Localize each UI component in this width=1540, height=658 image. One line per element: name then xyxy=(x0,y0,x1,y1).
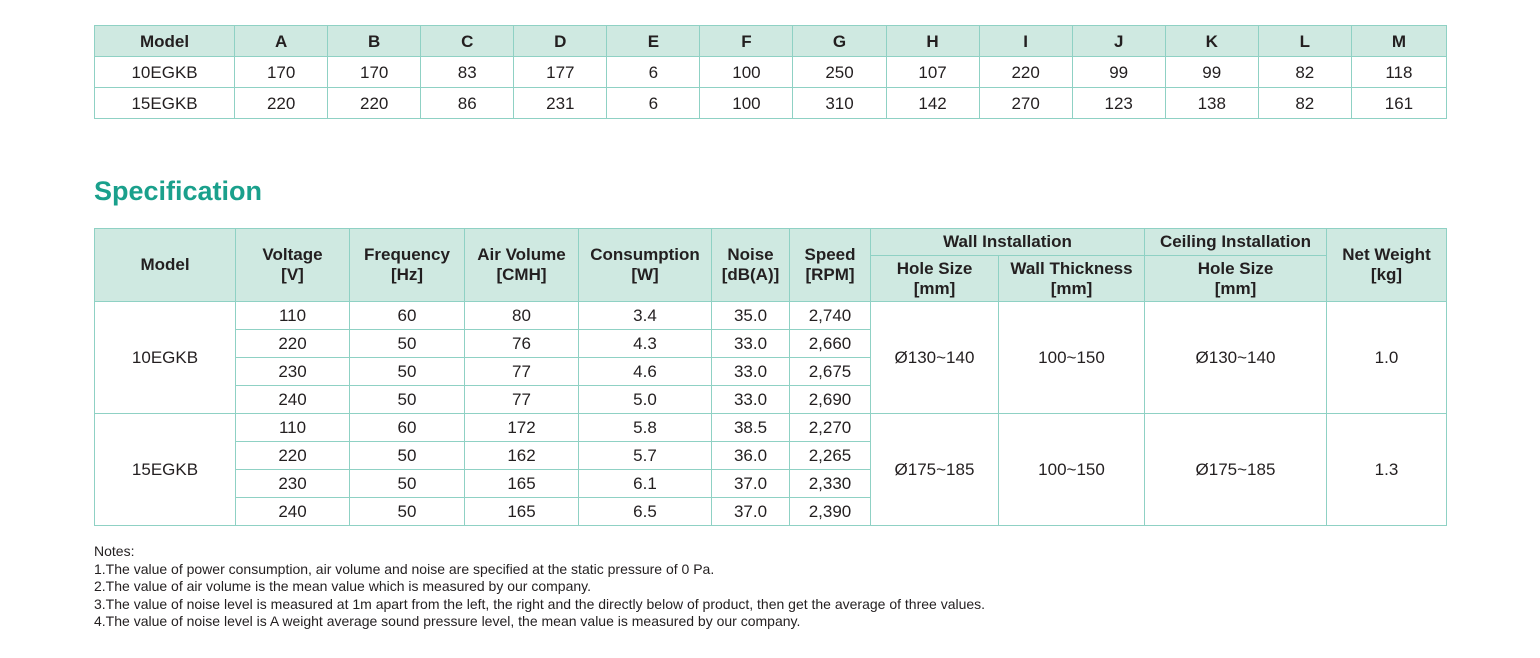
dim-cell: 100 xyxy=(700,57,793,88)
spec-header-model xyxy=(95,229,236,302)
header-unit: [mm] xyxy=(1050,278,1093,298)
dim-cell: 270 xyxy=(979,88,1072,119)
spec-header-air-volume xyxy=(465,229,579,302)
header-unit: [W] xyxy=(631,265,659,284)
spec-cell: 77 xyxy=(465,386,579,414)
dim-cell: 170 xyxy=(328,57,421,88)
table-row xyxy=(95,414,1447,442)
dim-cell: 83 xyxy=(421,57,514,88)
spec-cell: 50 xyxy=(350,470,465,498)
dim-cell: 177 xyxy=(514,57,607,88)
note-item: 2.The value of air volume is the mean value which is measured by our company. xyxy=(94,578,591,595)
spec-cell: 50 xyxy=(350,498,465,526)
header-unit: [dB(A)] xyxy=(721,265,780,284)
spec-cell: 240 xyxy=(236,498,350,526)
spec-cell: 5.7 xyxy=(579,442,712,470)
header-text: Consumption xyxy=(590,245,700,264)
spec-cell: 60 xyxy=(350,414,465,442)
spec-cell: 37.0 xyxy=(712,498,790,526)
spec-header-wall-hole-size xyxy=(871,256,999,302)
spec-cell: 33.0 xyxy=(712,358,790,386)
dim-cell: 220 xyxy=(979,57,1072,88)
header-text: Frequency xyxy=(364,245,450,264)
dim-cell: 107 xyxy=(886,57,979,88)
spec-cell: 110 xyxy=(236,414,350,442)
dim-header-g: G xyxy=(793,26,886,57)
spec-cell: 5.0 xyxy=(579,386,712,414)
dim-cell: 10EGKB xyxy=(95,57,235,88)
table-row xyxy=(95,57,1447,88)
header-text: Hole Size xyxy=(1197,258,1274,278)
spec-header-wall-thickness xyxy=(999,256,1145,302)
spec-cell: 3.4 xyxy=(579,302,712,330)
header-unit: [kg] xyxy=(1370,265,1403,284)
dim-header-c: C xyxy=(421,26,514,57)
spec-cell: 2,740 xyxy=(790,302,871,330)
dim-cell: 6 xyxy=(607,57,700,88)
notes-block xyxy=(94,543,985,631)
spec-cell: 76 xyxy=(465,330,579,358)
spec-cell: 220 xyxy=(236,330,350,358)
dim-cell: 82 xyxy=(1258,57,1351,88)
spec-cell: 50 xyxy=(350,386,465,414)
dim-cell: 6 xyxy=(607,88,700,119)
spec-wall-thickness-cell: 100~150 xyxy=(999,302,1145,414)
spec-cell: 77 xyxy=(465,358,579,386)
spec-cell: 2,390 xyxy=(790,498,871,526)
spec-cell: 38.5 xyxy=(712,414,790,442)
spec-cell: 33.0 xyxy=(712,330,790,358)
spec-ceiling-hole-cell: Ø175~185 xyxy=(1145,414,1327,526)
dim-cell: 118 xyxy=(1351,57,1446,88)
spec-cell: 230 xyxy=(236,470,350,498)
spec-cell: 35.0 xyxy=(712,302,790,330)
table-row xyxy=(95,302,1447,330)
spec-wall-hole-cell: Ø175~185 xyxy=(871,414,999,526)
spec-header-consumption xyxy=(579,229,712,302)
spec-cell: 2,265 xyxy=(790,442,871,470)
dim-cell: 310 xyxy=(793,88,886,119)
spec-cell: 60 xyxy=(350,302,465,330)
dim-cell: 99 xyxy=(1072,57,1165,88)
spec-cell: 50 xyxy=(350,442,465,470)
dim-cell: 15EGKB xyxy=(95,88,235,119)
spec-header-net-weight xyxy=(1327,229,1447,302)
dim-cell: 100 xyxy=(700,88,793,119)
spec-cell: 6.5 xyxy=(579,498,712,526)
spec-wall-thickness-cell: 100~150 xyxy=(999,414,1145,526)
dim-cell: 220 xyxy=(235,88,328,119)
spec-header-noise xyxy=(712,229,790,302)
spec-cell: 2,330 xyxy=(790,470,871,498)
spec-net-weight-cell: 1.0 xyxy=(1327,302,1447,414)
header-unit: [Hz] xyxy=(390,265,424,284)
header-text: Speed xyxy=(804,245,856,264)
spec-cell: 4.6 xyxy=(579,358,712,386)
note-item: 1.The value of power consumption, air volume and noise are specified at the static pressure of 0 Pa. xyxy=(94,560,715,577)
spec-cell: 240 xyxy=(236,386,350,414)
spec-cell: 6.1 xyxy=(579,470,712,498)
notes-heading: Notes: xyxy=(94,543,135,559)
header-unit: [CMH] xyxy=(496,265,547,284)
header-text: Model xyxy=(140,255,190,274)
spec-cell: 110 xyxy=(236,302,350,330)
header-unit: [RPM] xyxy=(805,265,855,284)
header-text: Noise xyxy=(727,245,774,264)
header-unit: [mm] xyxy=(913,278,956,298)
dim-cell: 161 xyxy=(1351,88,1446,119)
dim-cell: 86 xyxy=(421,88,514,119)
spec-net-weight-cell: 1.3 xyxy=(1327,414,1447,526)
note-item: 3.The value of noise level is measured at 1m apart from the left, the right and the directly below of product, then get the average of three values. xyxy=(94,595,986,612)
spec-cell: 230 xyxy=(236,358,350,386)
spec-cell: 2,690 xyxy=(790,386,871,414)
header-text: Air Volume xyxy=(477,245,566,264)
spec-cell: 165 xyxy=(465,470,579,498)
spec-cell: 33.0 xyxy=(712,386,790,414)
spec-header-ceiling-installation: Ceiling Installation xyxy=(1145,229,1327,256)
spec-header-wall-installation: Wall Installation xyxy=(871,229,1145,256)
dim-cell: 170 xyxy=(235,57,328,88)
dim-header-m: M xyxy=(1351,26,1446,57)
dim-header-k: K xyxy=(1165,26,1258,57)
table-row xyxy=(95,88,1447,119)
dim-cell: 82 xyxy=(1258,88,1351,119)
spec-cell: 50 xyxy=(350,358,465,386)
spec-wall-hole-cell: Ø130~140 xyxy=(871,302,999,414)
spec-cell: 172 xyxy=(465,414,579,442)
spec-cell: 220 xyxy=(236,442,350,470)
dimensions-header-row xyxy=(95,26,1447,57)
dim-cell: 220 xyxy=(328,88,421,119)
header-text: Voltage xyxy=(262,245,323,264)
dim-cell: 142 xyxy=(886,88,979,119)
dim-cell: 123 xyxy=(1072,88,1165,119)
spec-header-speed xyxy=(790,229,871,302)
dim-header-model: Model xyxy=(95,26,235,57)
spec-cell: 165 xyxy=(465,498,579,526)
spec-model-cell: 15EGKB xyxy=(95,414,236,526)
spec-header-ceiling-hole-size xyxy=(1145,256,1327,302)
spec-cell: 2,660 xyxy=(790,330,871,358)
dim-header-b: B xyxy=(328,26,421,57)
spec-cell: 36.0 xyxy=(712,442,790,470)
spec-cell: 2,675 xyxy=(790,358,871,386)
spec-header-row xyxy=(95,229,1447,256)
header-text: Wall Thickness xyxy=(1010,258,1133,278)
spec-model-cell: 10EGKB xyxy=(95,302,236,414)
spec-cell: 80 xyxy=(465,302,579,330)
dim-cell: 250 xyxy=(793,57,886,88)
spec-header-voltage xyxy=(236,229,350,302)
dim-header-i: I xyxy=(979,26,1072,57)
spec-cell: 4.3 xyxy=(579,330,712,358)
dim-header-j: J xyxy=(1072,26,1165,57)
section-title: Specification xyxy=(94,176,263,206)
dim-cell: 231 xyxy=(514,88,607,119)
dim-header-l: L xyxy=(1258,26,1351,57)
dim-cell: 138 xyxy=(1165,88,1258,119)
dim-header-e: E xyxy=(607,26,700,57)
spec-header-frequency xyxy=(350,229,465,302)
note-item: 4.The value of noise level is A weight average sound pressure level, the mean value is measured by our company. xyxy=(94,613,801,630)
spec-cell: 37.0 xyxy=(712,470,790,498)
spec-cell: 50 xyxy=(350,330,465,358)
spec-ceiling-hole-cell: Ø130~140 xyxy=(1145,302,1327,414)
header-unit: [V] xyxy=(281,265,304,284)
specification-table xyxy=(94,228,1447,526)
dim-header-a: A xyxy=(235,26,328,57)
spec-cell: 162 xyxy=(465,442,579,470)
dimensions-table xyxy=(94,25,1447,119)
header-unit: [mm] xyxy=(1214,278,1257,298)
dim-header-d: D xyxy=(514,26,607,57)
header-text: Net Weight xyxy=(1342,245,1431,264)
dim-header-h: H xyxy=(886,26,979,57)
dim-header-f: F xyxy=(700,26,793,57)
spec-cell: 5.8 xyxy=(579,414,712,442)
spec-cell: 2,270 xyxy=(790,414,871,442)
dim-cell: 99 xyxy=(1165,57,1258,88)
header-text: Hole Size xyxy=(896,258,973,278)
